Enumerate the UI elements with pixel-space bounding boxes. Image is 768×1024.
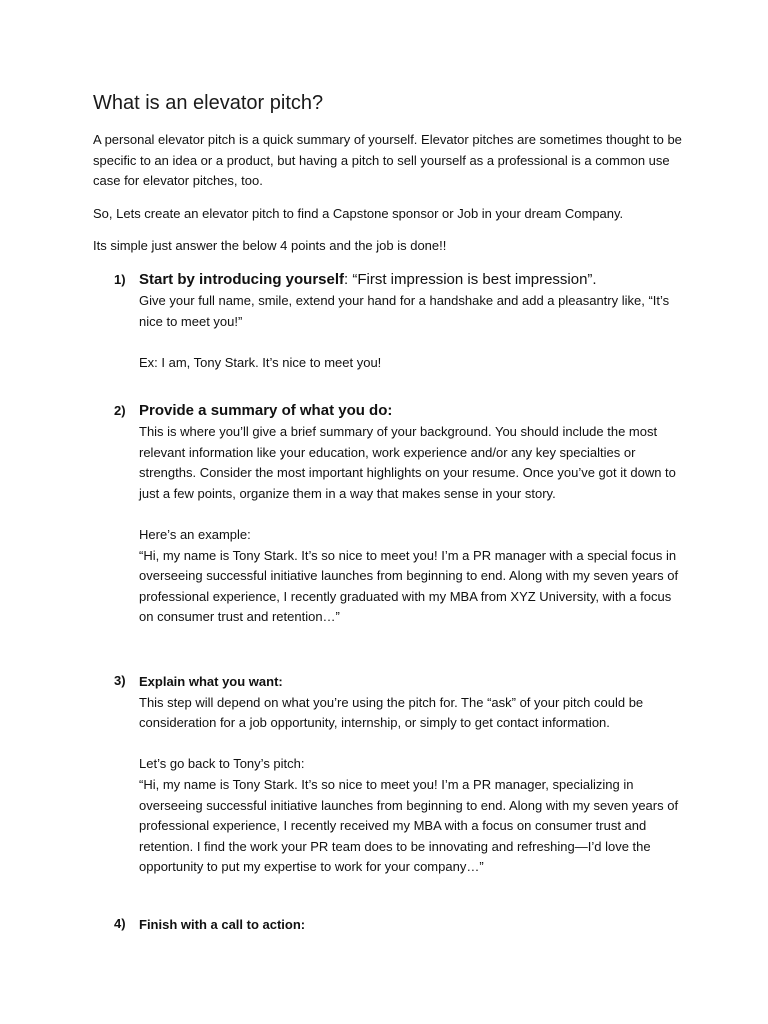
step-number: 2) [114, 403, 126, 418]
step-body [139, 269, 689, 373]
intro-paragraph-1: A personal elevator pitch is a quick summary of yourself. Elevator pitches are sometimes thought to be specific to an idea or a product, but having a pitch to sell yourself as a professional is a common use case for elevator pitches, too. [93, 132, 682, 189]
step-number: 3) [114, 673, 126, 688]
step-number: 4) [114, 916, 126, 931]
page-title: What is an elevator pitch? [93, 92, 324, 114]
intro-paragraph-3: Its simple just answer the below 4 points and the job is done!! [93, 238, 447, 253]
step-example: Ex: I am, Tony Stark. It’s nice to meet you! [139, 354, 382, 370]
step-body [139, 400, 689, 628]
step-heading-quote: : “First impression is best impression”. [344, 271, 597, 288]
step-heading [139, 269, 689, 291]
step-text: This is where you’ll give a brief summary of your background. You should include the most relevant information like your education, work experience and/or any key specialties or strengths. Consider the most important highlights on your resume. Once you’ve got it down to just a few points, organize them in a way that makes sense in your story. [139, 424, 676, 501]
step-body [139, 915, 689, 936]
step-heading: Explain what you want: [139, 674, 283, 689]
step-body [139, 672, 689, 878]
step-text: This step will depend on what you’re using the pitch for. The “ask” of your pitch could be consideration for a job opportunity, internship, or simply to get contact information. [139, 694, 644, 731]
step-example: “Hi, my name is Tony Stark. It’s so nice to meet you! I’m a PR manager with a special focus in overseeing successful initiative launches from beginning to end. Along with my seven years of professional experience, I recently graduated with my MBA from XYZ University, with a focus on consumer trust and retention…” [139, 547, 679, 625]
step-example-label: Let’s go back to Tony’s pitch: [139, 756, 305, 772]
step-example: “Hi, my name is Tony Stark. It’s so nice to meet you! I’m a PR manager, specializing in overseeing successful initiative launches from beginning to end. Along with my seven years of professional experience, I recently received my MBA with a focus on consumer trust and retention. I find the work your PR team does to be innovating and refreshing—I’d love the opportunity to put my expertise to work for your company…” [139, 776, 679, 875]
step-heading: Provide a summary of what you do: [139, 402, 393, 419]
step-text: Give your full name, smile, extend your hand for a handshake and add a pleasantry like, “It’s nice to meet you!” [139, 293, 670, 329]
step-number: 1) [114, 272, 126, 287]
step-heading: Finish with a call to action: [139, 917, 306, 932]
step-heading-bold: Start by introducing yourself [139, 271, 345, 288]
intro-paragraph-2: So, Lets create an elevator pitch to find a Capstone sponsor or Job in your dream Company. [93, 206, 624, 221]
step-example-label: Here’s an example: [139, 526, 251, 542]
